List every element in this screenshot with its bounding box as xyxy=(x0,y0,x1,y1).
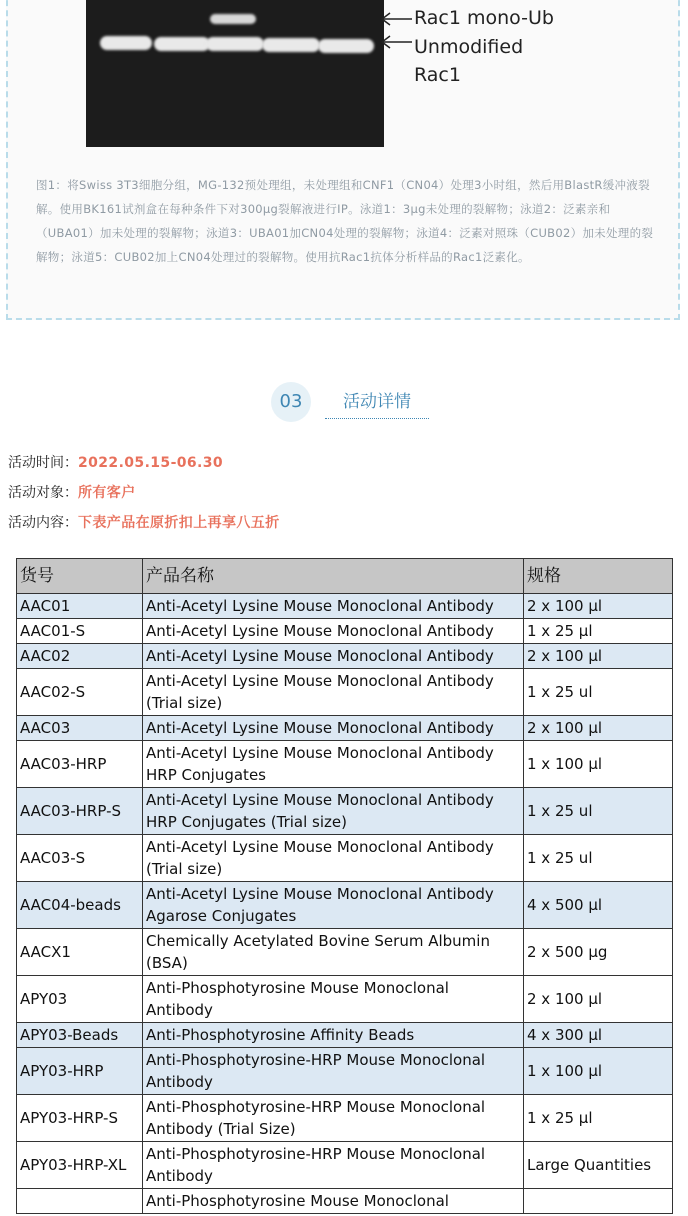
product-name: Anti-Acetyl Lysine Mouse Monoclonal Antibody xyxy=(143,619,524,644)
section-title: 活动详情 xyxy=(325,387,429,419)
table-row xyxy=(17,1023,673,1048)
product-spec: 1 x 25 ul xyxy=(524,835,673,882)
product-name: Anti-Phosphotyrosine-HRP Mouse Monoclonal Antibody (Trial Size) xyxy=(143,1095,524,1142)
activity-content-label: 活动内容： xyxy=(8,515,78,531)
product-spec: 2 x 100 µl xyxy=(524,644,673,669)
catalog-no: AACX1 xyxy=(17,929,143,976)
table-row xyxy=(17,882,673,929)
catalog-no: APY03-HRP-S xyxy=(17,1095,143,1142)
product-name: Anti-Acetyl Lysine Mouse Monoclonal Antibody xyxy=(143,594,524,619)
catalog-no: AAC03-S xyxy=(17,835,143,882)
table-row xyxy=(17,1048,673,1095)
product-spec: 1 x 25 µl xyxy=(524,619,673,644)
product-spec: 2 x 100 µl xyxy=(524,976,673,1023)
label-rac1-mono-ub: Rac1 mono-Ub xyxy=(414,7,554,29)
arrow-mono-ub-icon xyxy=(380,12,414,26)
activity-time-value: 2022.05.15-06.30 xyxy=(78,455,224,471)
table-header-row xyxy=(17,559,673,594)
product-spec: 4 x 300 µl xyxy=(524,1023,673,1048)
product-name: Anti-Acetyl Lysine Mouse Monoclonal Antibody (Trial size) xyxy=(143,669,524,716)
label-rac1: Rac1 xyxy=(414,64,461,86)
figure-card xyxy=(6,0,680,320)
product-spec: 1 x 100 µl xyxy=(524,741,673,788)
product-spec: 4 x 500 µl xyxy=(524,882,673,929)
table-row xyxy=(17,669,673,716)
table-row xyxy=(17,1142,673,1189)
header-spec: 规格 xyxy=(524,559,673,594)
activity-time-label: 活动时间： xyxy=(8,455,78,471)
catalog-no: AAC03-HRP-S xyxy=(17,788,143,835)
activity-target-label: 活动对象： xyxy=(8,485,78,501)
product-name: Anti-Acetyl Lysine Mouse Monoclonal Antibody xyxy=(143,716,524,741)
figure-caption: 图1：将Swiss 3T3细胞分组，MG-132预处理组，未处理组和CNF1（CN04）处理3小时组，然后用BlastR缓冲液裂解。使用BK161试剂盒在每种条件下对300μg裂解液进行IP。泳道1：3μg未处理的裂解物；泳道2：泛素亲和（UBA01）加未处理的裂解物；泳道3：UBA01加CN04处理的裂解物；泳道4：泛素对照珠（CUB02）加未处理的裂解物；泳道5：CUB02加上CN04处理过的裂解物。使用抗Rac1抗体分析样品的Rac1泛素化。 xyxy=(36,178,654,264)
catalog-no: APY03-Beads xyxy=(17,1023,143,1048)
activity-target-value: 所有客户 xyxy=(78,485,136,501)
product-spec: Large Quantities xyxy=(524,1142,673,1189)
table-row xyxy=(17,619,673,644)
product-spec: 2 x 100 µl xyxy=(524,716,673,741)
product-name: Anti-Acetyl Lysine Mouse Monoclonal Antibody HRP Conjugates (Trial size) xyxy=(143,788,524,835)
product-spec: 2 x 100 µl xyxy=(524,594,673,619)
table-row xyxy=(17,741,673,788)
label-unmodified: Unmodified xyxy=(414,36,524,58)
table-row xyxy=(17,976,673,1023)
catalog-no: AAC02-S xyxy=(17,669,143,716)
product-table xyxy=(16,558,673,1214)
product-name: Anti-Acetyl Lysine Mouse Monoclonal Antibody HRP Conjugates xyxy=(143,741,524,788)
catalog-no: AAC02 xyxy=(17,644,143,669)
activity-target xyxy=(8,482,136,502)
product-name: Anti-Acetyl Lysine Mouse Monoclonal Antibody xyxy=(143,644,524,669)
table-row xyxy=(17,1189,673,1214)
western-blot-image xyxy=(86,0,384,147)
product-name: Anti-Acetyl Lysine Mouse Monoclonal Antibody Agarose Conjugates xyxy=(143,882,524,929)
table-row xyxy=(17,594,673,619)
table-row xyxy=(17,1095,673,1142)
catalog-no: APY03-HRP-XL xyxy=(17,1142,143,1189)
product-spec xyxy=(524,1189,673,1214)
header-catalog-no: 货号 xyxy=(17,559,143,594)
product-spec: 2 x 500 µg xyxy=(524,929,673,976)
product-spec: 1 x 25 ul xyxy=(524,788,673,835)
product-name: Anti-Phosphotyrosine Mouse Monoclonal xyxy=(143,1189,524,1214)
catalog-no xyxy=(17,1189,143,1214)
activity-content xyxy=(8,512,280,532)
catalog-no: AAC01 xyxy=(17,594,143,619)
product-spec: 1 x 25 µl xyxy=(524,1095,673,1142)
catalog-no: AAC01-S xyxy=(17,619,143,644)
activity-content-value: 下表产品在原折扣上再享八五折 xyxy=(78,515,280,531)
product-name: Anti-Phosphotyrosine Mouse Monoclonal Antibody xyxy=(143,976,524,1023)
arrow-unmodified-icon xyxy=(380,35,414,49)
product-name: Anti-Phosphotyrosine-HRP Mouse Monoclonal Antibody xyxy=(143,1048,524,1095)
product-name: Chemically Acetylated Bovine Serum Albumin (BSA) xyxy=(143,929,524,976)
table-row xyxy=(17,929,673,976)
catalog-no: AAC03-HRP xyxy=(17,741,143,788)
product-spec: 1 x 25 ul xyxy=(524,669,673,716)
table-row xyxy=(17,835,673,882)
product-name: Anti-Acetyl Lysine Mouse Monoclonal Antibody (Trial size) xyxy=(143,835,524,882)
table-row xyxy=(17,644,673,669)
table-row xyxy=(17,788,673,835)
catalog-no: AAC03 xyxy=(17,716,143,741)
catalog-no: APY03-HRP xyxy=(17,1048,143,1095)
table-row xyxy=(17,716,673,741)
catalog-no: AAC04-beads xyxy=(17,882,143,929)
section-number: 03 xyxy=(271,382,311,422)
product-spec: 1 x 100 µl xyxy=(524,1048,673,1095)
product-name: Anti-Phosphotyrosine Affinity Beads xyxy=(143,1023,524,1048)
product-name: Anti-Phosphotyrosine-HRP Mouse Monoclonal Antibody xyxy=(143,1142,524,1189)
activity-time xyxy=(8,452,223,472)
header-product-name: 产品名称 xyxy=(143,559,524,594)
catalog-no: APY03 xyxy=(17,976,143,1023)
